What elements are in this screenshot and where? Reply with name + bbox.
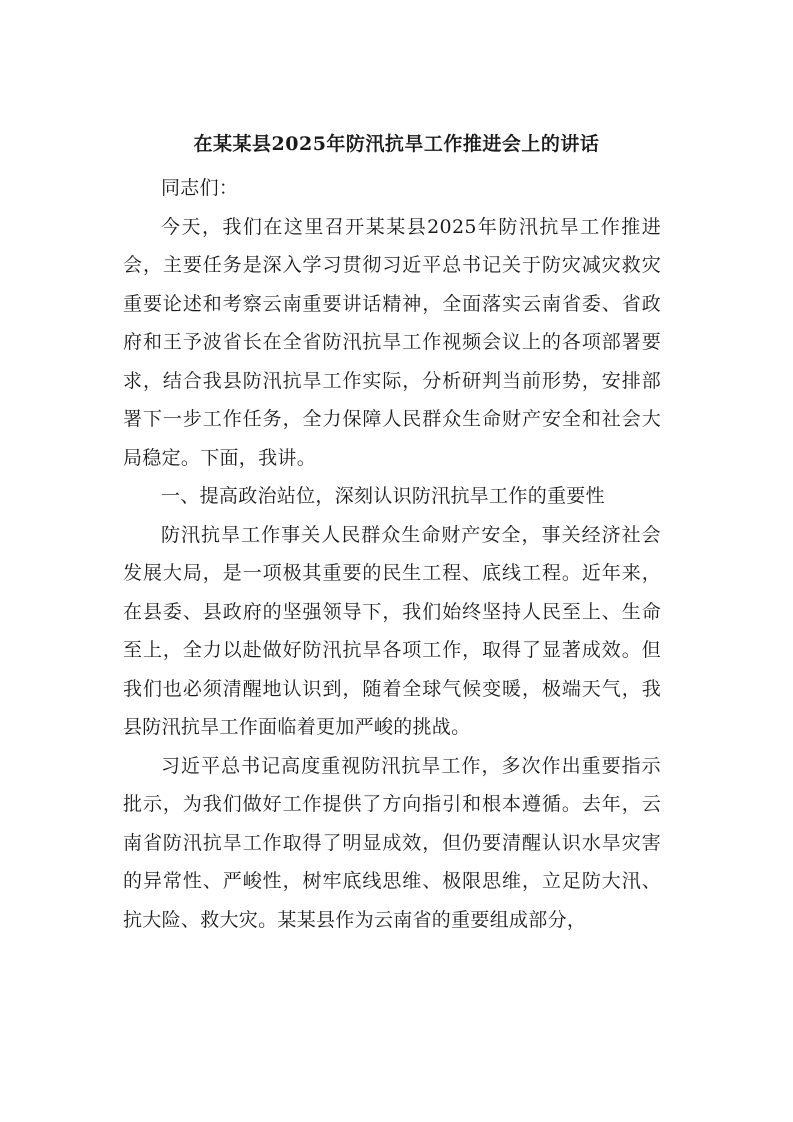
section-heading: 一、提高政治站位，深刻认识防汛抗旱工作的重要性 — [161, 485, 605, 507]
paragraph-importance: 防汛抗旱工作事关人民群众生命财产安全，事关经济社会发展大局，是一项极其重要的民生工程、底线工程。近年来，在县委、县政府的坚强领导下，我们始终坚持人民至上、生命至上，全力以赴做好防汛抗旱各项工作，取得了显著成效。但我们也必须清醒地认识到，随着全球气候变暖，极端天气，我县防汛抗旱工作面临着更加严峻的挑战。 — [123, 523, 661, 738]
paragraph-guidance: 习近平总书记高度重视防汛抗旱工作，多次作出重要指示批示，为我们做好工作提供了方向指引和根本遵循。去年，云南省防汛抗旱工作取得了明显成效，但仍要清醒认识水旱灾害的异常性、严峻性，树牢底线思维、极限思维，立足防大汛、抗大险、救大灾。某某县作为云南省的重要组成部分， — [123, 754, 661, 931]
paragraph-intro: 今天，我们在这里召开某某县2025年防汛抗旱工作推进会，主要任务是深入学习贯彻习近平总书记关于防灾减灾救灾重要论述和考察云南重要讲话精神，全面落实云南省委、省政府和王予波省长在全省防汛抗旱工作视频会议上的各项部署要求，结合我县防汛抗旱工作实际，分析研判当前形势，安排部署下一步工作任务，全力保障人民群众生命财产安全和社会大局稳定。下面，我讲。 — [123, 215, 661, 469]
document-body — [123, 169, 661, 939]
salutation: 同志们： — [161, 177, 239, 199]
document-title: 在某某县2025年防汛抗旱工作推进会上的讲话 — [193, 133, 600, 155]
